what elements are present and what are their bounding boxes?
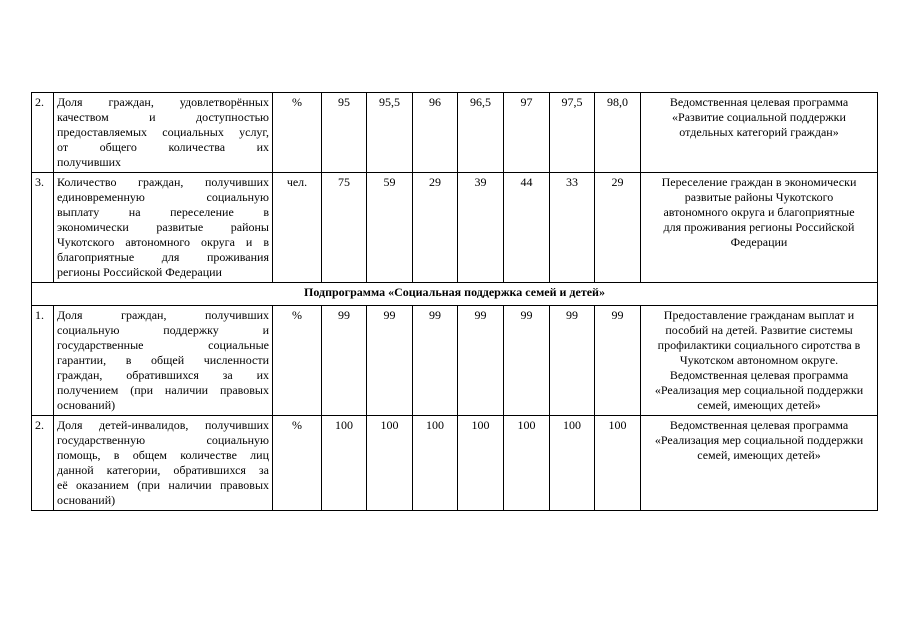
value-cell: 95 <box>322 93 367 173</box>
value-cell: 29 <box>595 173 641 283</box>
indicator-name-line: данной категории, обратившихся за <box>57 463 269 477</box>
program-line: отдельных категорий граждан» <box>679 125 839 139</box>
indicators-table <box>31 92 878 511</box>
value-cell: 99 <box>458 306 504 416</box>
indicator-name-line: государственные социальные <box>57 338 269 352</box>
program-line: «Реализация мер социальной поддержки <box>654 383 864 397</box>
value-cell: 99 <box>504 306 550 416</box>
table-row <box>32 173 878 283</box>
indicator-name-line: выплату на переселение в <box>57 205 269 219</box>
indicator-name-line: государственную социальную <box>57 433 269 447</box>
unit-cell: % <box>273 93 322 173</box>
value-cell: 29 <box>413 173 458 283</box>
indicator-name <box>54 93 273 173</box>
indicator-name-line: Доля граждан, получивших <box>57 308 269 322</box>
value-cell: 100 <box>504 416 550 511</box>
value-cell: 95,5 <box>367 93 413 173</box>
indicator-name-line: граждан, обратившихся за их <box>57 368 269 382</box>
program-line: Предоставление гражданам выплат и <box>663 308 855 322</box>
value-cell: 75 <box>322 173 367 283</box>
program-line: Ведомственная целевая программа <box>669 95 849 109</box>
value-cell: 100 <box>367 416 413 511</box>
indicator-name <box>54 306 273 416</box>
value-cell: 100 <box>595 416 641 511</box>
indicator-name-line: Чукотского автономного округа и в <box>57 235 269 249</box>
value-cell: 96 <box>413 93 458 173</box>
unit-cell: % <box>273 306 322 416</box>
indicator-name <box>54 173 273 283</box>
value-cell: 97,5 <box>550 93 595 173</box>
program-cell <box>641 173 878 283</box>
program-cell <box>641 306 878 416</box>
table-row <box>32 93 878 173</box>
indicator-name-line: благоприятные для проживания <box>57 250 269 264</box>
indicator-name-line: регионы Российской Федерации <box>57 265 222 279</box>
program-line: профилактики социального сиротства в <box>657 338 861 352</box>
program-line: семей, имеющих детей» <box>697 448 821 462</box>
indicator-name-line: единовременную социальную <box>57 190 269 204</box>
unit-cell: % <box>273 416 322 511</box>
program-line: Федерации <box>730 235 788 249</box>
row-number: 2. <box>32 93 54 173</box>
indicator-name-line: экономически развитые районы <box>57 220 269 234</box>
program-line: Ведомственная целевая программа <box>669 418 849 432</box>
indicator-name-line: Доля граждан, удовлетворённых <box>57 95 269 109</box>
program-cell <box>641 416 878 511</box>
value-cell: 99 <box>367 306 413 416</box>
indicator-name-line: Количество граждан, получивших <box>57 175 269 189</box>
indicator-name-line: помощь, в общем количестве лиц <box>57 448 269 462</box>
indicator-name-line: предоставляемых социальных услуг, <box>57 125 269 139</box>
value-cell: 99 <box>413 306 458 416</box>
value-cell: 100 <box>413 416 458 511</box>
row-number: 1. <box>32 306 54 416</box>
indicator-name-line: качеством и доступностью <box>57 110 269 124</box>
indicator-name-line: получением (при наличии правовых <box>57 383 269 397</box>
program-line: «Развитие социальной поддержки <box>672 110 846 124</box>
indicator-name-line: от общего количества их <box>57 140 269 154</box>
indicator-name <box>54 416 273 511</box>
value-cell: 97 <box>504 93 550 173</box>
value-cell: 39 <box>458 173 504 283</box>
value-cell: 98,0 <box>595 93 641 173</box>
value-cell: 59 <box>367 173 413 283</box>
value-cell: 99 <box>595 306 641 416</box>
row-number: 3. <box>32 173 54 283</box>
program-line: семей, имеющих детей» <box>697 398 821 412</box>
table-row <box>32 306 878 416</box>
program-line: Чукотском автономном округе. <box>679 353 839 367</box>
program-line: Ведомственная целевая программа <box>669 368 849 382</box>
value-cell: 100 <box>322 416 367 511</box>
indicator-name-line: Доля детей-инвалидов, получивших <box>57 418 269 432</box>
indicator-name-line: социальную поддержку и <box>57 323 269 337</box>
value-cell: 96,5 <box>458 93 504 173</box>
section-row <box>32 283 878 306</box>
program-line: пособий на детей. Развитие системы <box>665 323 853 337</box>
program-line: Переселение граждан в экономически <box>661 175 857 189</box>
row-number: 2. <box>32 416 54 511</box>
subprogram-title: Подпрограмма «Социальная поддержка семей и детей» <box>32 283 878 306</box>
unit-cell: чел. <box>273 173 322 283</box>
program-line: для проживания регионы Российской <box>663 220 855 234</box>
value-cell: 33 <box>550 173 595 283</box>
indicator-name-line: получивших <box>57 155 122 169</box>
indicator-name-line: оснований) <box>57 493 116 507</box>
indicator-name-line: оснований) <box>57 398 116 412</box>
value-cell: 99 <box>550 306 595 416</box>
table-row <box>32 416 878 511</box>
program-line: развитые районы Чукотского <box>684 190 834 204</box>
value-cell: 99 <box>322 306 367 416</box>
program-line: автономного округа и благоприятные <box>663 205 855 219</box>
program-line: «Реализация мер социальной поддержки <box>654 433 864 447</box>
value-cell: 100 <box>550 416 595 511</box>
indicator-name-line: её оказанием (при наличии правовых <box>57 478 269 492</box>
indicator-name-line: гарантии, в общей численности <box>57 353 269 367</box>
value-cell: 100 <box>458 416 504 511</box>
value-cell: 44 <box>504 173 550 283</box>
program-cell <box>641 93 878 173</box>
